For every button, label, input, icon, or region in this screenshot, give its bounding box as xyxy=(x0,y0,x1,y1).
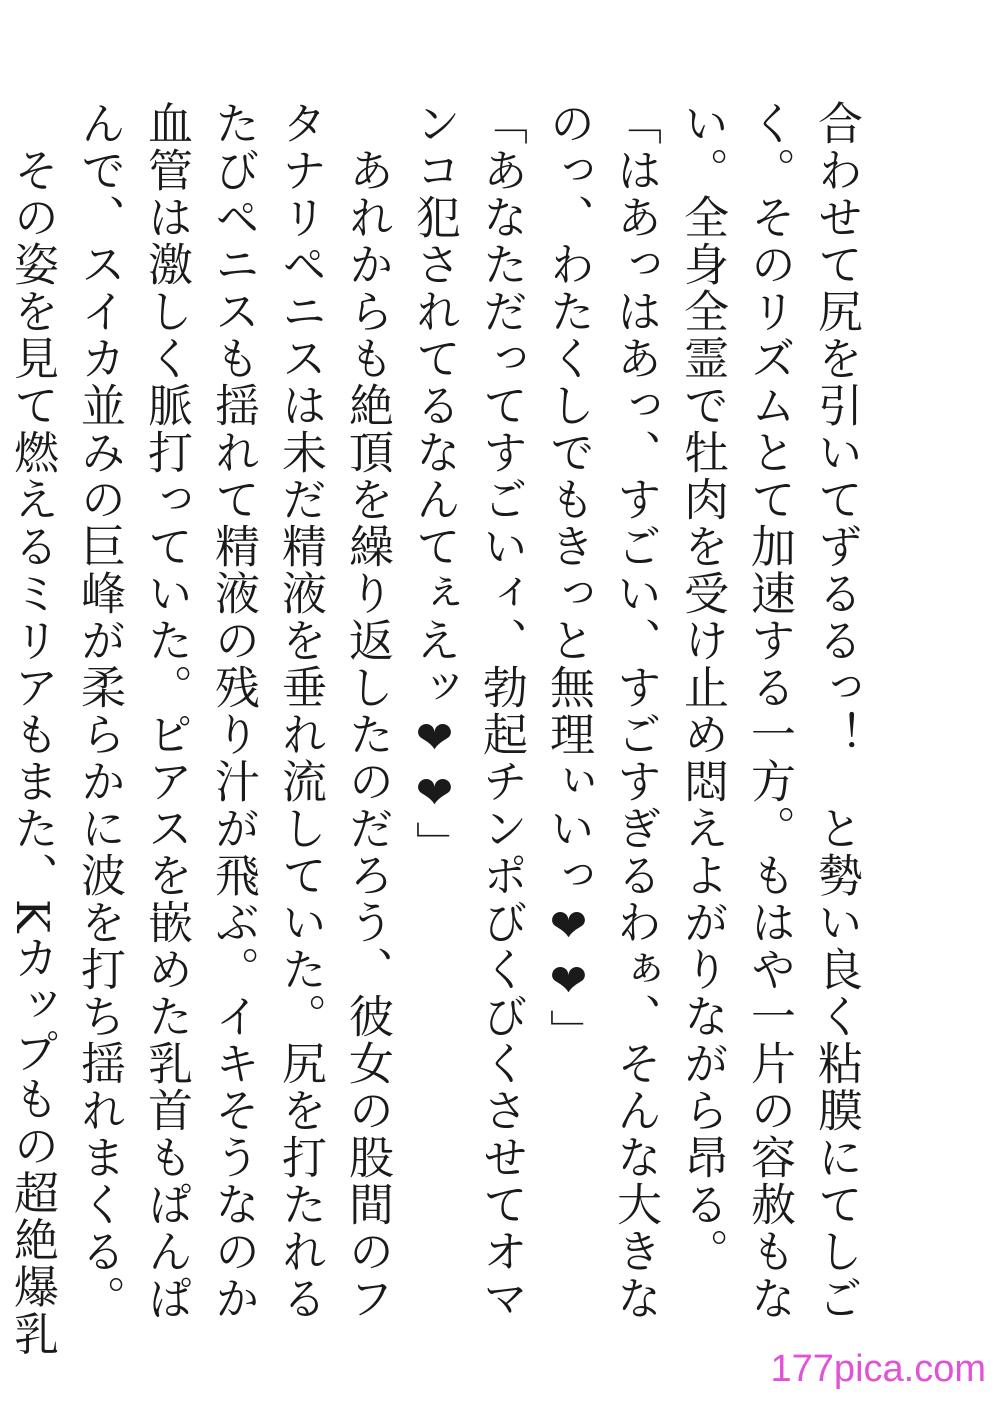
paragraph-4: あれからも絶頂を繰り返したのだろう、彼女の股間のフタナリペニスは未だ精液を垂れ流していた。尻を打たれるたびペニスも揺れて精液の残り汁が飛ぶ。イキそうなのか血管は激しく脈打っていた。ピアスを嵌めた乳首もぱんぱんで、スイカ並みの巨峰が柔らかに波を打ち揺れまくる。 xyxy=(73,100,394,1322)
paragraph-5: その姿を見て燃えるミリアもまた、Kカップもの超絶爆乳 xyxy=(6,147,59,1358)
paragraph-3-dialogue: 「あなただってすごいィ、勃起チンポびくびくさせてオマンコ犯されてるなんてぇえッ❤❤」 xyxy=(408,100,528,1322)
vertical-text-body xyxy=(0,100,870,1360)
paragraph-2-dialogue: 「はあっはあっ、すごい、すごすぎるわぁ、そんな大きなのっ、わたくしでもきっと無理ぃいっ❤❤」 xyxy=(542,100,662,1322)
watermark: 177pica.com xyxy=(770,1348,986,1390)
paragraph-1: 合わせて尻を引いてずるるっ！ と勢い良く粘膜にてしごく。そのリズムとて加速する一方。もはや一片の容赦もない。全身全霊で牡肉を受け止め悶えよがりながら昂る。 xyxy=(676,100,863,1322)
